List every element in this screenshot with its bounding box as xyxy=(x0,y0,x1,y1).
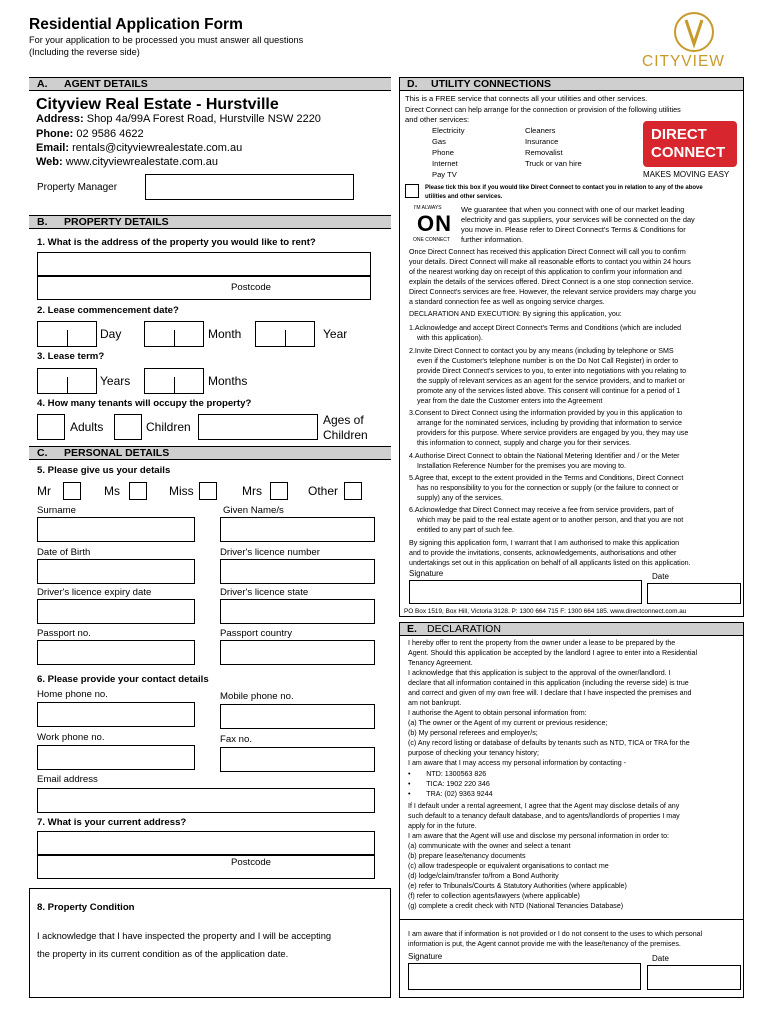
title-mr-label: Mr xyxy=(37,484,51,498)
dc-signature-label: Signature xyxy=(409,569,444,578)
decl2-line3: apply for in the future. xyxy=(408,822,477,830)
dc-item2-line6: year from the date the Customer enters into the Agreement xyxy=(417,397,603,405)
section-b-letter: B. xyxy=(37,216,48,228)
adults-count-field[interactable] xyxy=(37,414,65,440)
decl-signature-label: Signature xyxy=(408,952,443,961)
mobile-phone-label: Mobile phone no. xyxy=(220,691,294,702)
dc-item6-line2: which may be paid to the real estate agent or to another person, and that you are not xyxy=(417,516,684,524)
dc-item1-line2: with this application). xyxy=(417,334,483,342)
service-cleaners: Cleaners xyxy=(525,126,556,135)
decl-line1: I hereby offer to rent the property from the owner under a lease to be prepared by the xyxy=(408,639,676,647)
web-label: Web: xyxy=(36,156,63,168)
passport-country-field[interactable] xyxy=(220,640,375,665)
property-address-field[interactable] xyxy=(37,252,371,276)
dc-item5-line3: supply) any of the services. xyxy=(417,494,503,502)
dc-item6-line1: 6.Acknowledge that Direct Connect may receive a fee from service providers, part of xyxy=(409,506,674,514)
utility-intro-line1: This is a FREE service that connects all your utilities and other services. xyxy=(405,94,648,103)
signing-line1: By signing this application form, I warrant that I am authorised to make this application xyxy=(409,539,680,547)
lease-months-label: Months xyxy=(208,374,248,388)
question-3: 3. Lease term? xyxy=(37,351,105,362)
dc-item3-line1: 3.Consent to Direct Connect using the information provided by you in this application to xyxy=(409,409,683,417)
lease-day-field[interactable] xyxy=(37,321,97,347)
dc-logo-line1: DIRECT xyxy=(651,126,707,143)
current-postcode-label: Postcode xyxy=(231,857,272,868)
service-electricity: Electricity xyxy=(432,126,465,135)
address-label: Address: xyxy=(36,113,84,125)
lease-month-label: Month xyxy=(208,327,242,341)
decl2-line1: If I default under a rental agreement, I agree that the Agent may disclose details of any xyxy=(408,802,680,810)
always-on-bottom-text: ONE CONNECT xyxy=(413,237,450,243)
decl-line7: am not bankrupt. xyxy=(408,699,462,707)
agency-email xyxy=(36,143,242,154)
decl-final-line1: I am aware that if information is not provided or I do not consent to the uses to which personal xyxy=(408,930,703,938)
received-line5: Direct Connect's services are free. However, the relevant service providers may charge you xyxy=(409,288,696,296)
decl-bullet-tica-text: TICA: 1902 220 346 xyxy=(426,780,490,788)
dc-item4-line2: Installation Reference Number for the premises you are moving to. xyxy=(417,462,626,470)
decl-line4: I acknowledge that this application is subject to the approval of the owner/landlord. I xyxy=(408,669,671,677)
decl-bullet-tica: • TICA: 1902 220 346 xyxy=(408,780,490,788)
service-pay-tv: Pay TV xyxy=(432,170,457,179)
section-b-header xyxy=(29,215,391,229)
licence-state-label: Driver's licence state xyxy=(220,587,309,598)
dc-item4-line1: 4.Authorise Direct Connect to obtain the National Metering Identifier and / or the Meter xyxy=(409,452,680,460)
agency-phone xyxy=(36,129,144,140)
lease-day-label: Day xyxy=(100,327,122,341)
title-ms-checkbox[interactable] xyxy=(129,482,147,500)
decl-line5: declare that all information contained in this application (including the reverse side) is true xyxy=(408,679,689,687)
home-phone-field[interactable] xyxy=(37,702,195,727)
service-truck-hire: Truck or van hire xyxy=(525,159,582,168)
direct-connect-logo xyxy=(643,121,737,167)
work-phone-label: Work phone no. xyxy=(37,732,105,743)
title-miss-checkbox[interactable] xyxy=(199,482,217,500)
children-count-field[interactable] xyxy=(114,414,142,440)
received-line4: explain the details of the services offered. Direct Connect is a one stop connection service. xyxy=(409,278,694,286)
title-mrs-checkbox[interactable] xyxy=(270,482,288,500)
decl2-line7: (c) allow tradespeople or equivalent organisations to contact me xyxy=(408,862,609,870)
dc-logo-line2: CONNECT xyxy=(651,144,726,161)
current-postcode-field[interactable] xyxy=(37,855,375,879)
property-postcode-field[interactable] xyxy=(37,276,371,300)
received-line1: Once Direct Connect has received this application Direct Connect will call you to confirm xyxy=(409,248,686,256)
guarantee-line1: We guarantee that when you connect with one of our market leading xyxy=(461,205,685,214)
adults-label: Adults xyxy=(70,420,104,434)
dc-item2-line1: 2.Invite Direct Connect to contact you by any means (including by telephone or SMS xyxy=(409,347,674,355)
cityview-logo xyxy=(640,8,748,70)
decl-date-field[interactable] xyxy=(647,965,741,990)
section-d-header xyxy=(399,77,744,91)
section-e-heading: DECLARATION xyxy=(427,623,501,635)
section-d-letter: D. xyxy=(407,78,418,90)
lease-years-field[interactable] xyxy=(37,368,97,394)
dc-date-label: Date xyxy=(652,572,669,581)
title-ms-label: Ms xyxy=(104,484,120,498)
section-a-heading: AGENT DETAILS xyxy=(64,78,148,90)
section-c-heading: PERSONAL DETAILS xyxy=(64,447,170,459)
question-6: 6. Please provide your contact details xyxy=(37,674,209,685)
email-address-label: Email address xyxy=(37,774,98,785)
dc-item5-line2: has no responsibility to you for the connection or supply (or the failure to connect or xyxy=(417,484,679,492)
form-subtitle-line1: For your application to be processed you must answer all questions xyxy=(29,35,304,45)
title-miss-label: Miss xyxy=(169,484,194,498)
decl-bullet-tra-text: TRA: (02) 9363 9244 xyxy=(426,790,493,798)
dob-field[interactable] xyxy=(37,559,195,584)
property-manager-field[interactable] xyxy=(145,174,354,200)
property-postcode-label: Postcode xyxy=(231,282,272,293)
dc-item5-line1: 5.Agree that, except to the extent provided in the Terms and Conditions, Direct Connect xyxy=(409,474,684,482)
question-5: 5. Please give us your details xyxy=(37,465,171,476)
service-internet: Internet xyxy=(432,159,458,168)
always-on-logo xyxy=(411,206,457,246)
dc-item3-line3: providers for this purpose. Where service providers are engaged by you, they may use xyxy=(417,429,689,437)
title-mrs-label: Mrs xyxy=(242,484,262,498)
decl2-line5: (a) communicate with the owner and select a tenant xyxy=(408,842,571,850)
dc-item2-line3: provide Direct Connect's services to you, to enter into negotiations with you relating to xyxy=(417,367,687,375)
lease-years-label: Years xyxy=(100,374,131,388)
dc-item3-line4: this information to connect, supply and charge you for their services. xyxy=(417,439,632,447)
children-ages-field[interactable] xyxy=(198,414,318,440)
section-d-heading: UTILITY CONNECTIONS xyxy=(431,78,551,90)
licence-state-field[interactable] xyxy=(220,599,375,624)
decl-date-label: Date xyxy=(652,954,669,963)
section-e-header xyxy=(399,622,744,636)
agency-name: Cityview Real Estate - Hurstville xyxy=(36,96,279,113)
dc-item3-line2: arrange for the nominated services, including by providing that information to service xyxy=(417,419,682,427)
dc-tagline: MAKES MOVING EASY xyxy=(643,170,730,179)
children-label: Children xyxy=(146,420,191,434)
decl-line12: purpose of checking your tenancy history; xyxy=(408,749,539,757)
decl-final-line2: information is put, the Agent cannot provide me with the lease/tenancy of the premises. xyxy=(408,940,681,948)
email-label: Email: xyxy=(36,142,70,154)
fax-field[interactable] xyxy=(220,747,375,772)
dc-date-field[interactable] xyxy=(647,583,741,604)
lease-month-field[interactable] xyxy=(144,321,204,347)
passport-country-label: Passport country xyxy=(220,628,292,639)
decl-line3: Tenancy Agreement. xyxy=(408,659,473,667)
dc-footer: PO Box 1519, Box Hill, Victoria 3128. P: 1300 664 715 F: 1300 664 185. www.directconnect.com.au xyxy=(404,608,687,615)
guarantee-line3: you move in. Please refer to Direct Connect's Terms & Conditions for xyxy=(461,225,686,234)
ages-of-label: Ages of xyxy=(323,413,364,427)
decl2-line4: I am aware that the Agent will use and disclose my personal information in order to: xyxy=(408,832,670,840)
signing-line2: and to provide the invitations, consents, acknowledgements, authorisations and other xyxy=(409,549,677,557)
signing-line3: undertakings set out in this application on behalf of all applicants listed on this application. xyxy=(409,559,691,567)
question-7: 7. What is your current address? xyxy=(37,817,187,828)
decl-line6: and correct and given of my own free will. I declare that I have inspected the premises and xyxy=(408,689,692,697)
lease-year-field[interactable] xyxy=(255,321,315,347)
fax-label: Fax no. xyxy=(220,734,252,745)
received-line3: of the nearest working day on receipt of this application to confirm your information and xyxy=(409,268,682,276)
licence-number-field[interactable] xyxy=(220,559,375,584)
passport-number-field[interactable] xyxy=(37,640,195,665)
service-insurance: Insurance xyxy=(525,137,559,146)
received-line2: your details. Direct Connect will make all reasonable efforts to contact you within 24 hours xyxy=(409,258,691,266)
declaration-execution-heading: DECLARATION AND EXECUTION: By signing this application, you: xyxy=(409,310,622,318)
given-names-field[interactable] xyxy=(220,517,375,542)
service-phone: Phone xyxy=(432,148,454,157)
work-phone-field[interactable] xyxy=(37,745,195,770)
web-value: www.cityviewrealestate.com.au xyxy=(65,156,218,168)
utility-intro-line3: and other services: xyxy=(405,115,470,124)
section-e-letter: E. xyxy=(407,623,417,635)
service-gas: Gas xyxy=(432,137,446,146)
decl2-line9: (e) refer to Tribunals/Courts & Statutory Authorities (where applicable) xyxy=(408,882,627,890)
property-manager-label: Property Manager xyxy=(37,182,118,193)
utility-intro-line2: Direct Connect can help arrange for the connection or provision of the following utilities xyxy=(405,105,681,114)
decl2-line6: (b) prepare lease/tenancy documents xyxy=(408,852,526,860)
agency-web xyxy=(36,157,218,168)
dob-label: Date of Birth xyxy=(37,547,91,558)
decl-bullet-tra: • TRA: (02) 9363 9244 xyxy=(408,790,493,798)
section-c-letter: C. xyxy=(37,447,48,459)
licence-expiry-field[interactable] xyxy=(37,599,195,624)
home-phone-label: Home phone no. xyxy=(37,689,108,700)
passport-number-label: Passport no. xyxy=(37,628,91,639)
dc-signature-field[interactable] xyxy=(409,580,642,604)
dc-item1-line1: 1.Acknowledge and accept Direct Connect's Terms and Conditions (which are included xyxy=(409,324,682,332)
decl-line8: I authorise the Agent to obtain personal information from: xyxy=(408,709,587,717)
received-line6: a standard connection fee as well as ongoing service charges. xyxy=(409,298,605,306)
email-value: rentals@cityviewrealestate.com.au xyxy=(72,142,243,154)
decl-line9: (a) The owner or the Agent of my current or previous residence; xyxy=(408,719,608,727)
ages-children-label: Children xyxy=(323,428,368,442)
licence-expiry-label: Driver's licence expiry date xyxy=(37,587,152,598)
condition-text-line2: the property in its current condition as of the application date. xyxy=(37,949,289,959)
section-c-header xyxy=(29,446,391,460)
given-names-label: Given Name/s xyxy=(223,505,284,516)
decl2-line10: (f) refer to collection agents/lawyers (where applicable) xyxy=(408,892,580,900)
surname-label: Surname xyxy=(37,505,76,516)
decl-signature-field[interactable] xyxy=(408,963,641,990)
question-2: 2. Lease commencement date? xyxy=(37,305,179,316)
dc-item6-line3: entitled to any part of such fee. xyxy=(417,526,515,534)
decl-divider xyxy=(399,919,744,920)
decl-bullet-ntd: • NTD: 1300563 826 xyxy=(408,770,487,778)
section-a-header xyxy=(29,77,391,91)
current-address-field[interactable] xyxy=(37,831,375,855)
dc-item2-line5: promote any of the services listed above. This consent will continue for a period of 1 xyxy=(417,387,681,395)
title-other-label: Other xyxy=(308,484,339,498)
section-a-letter: A. xyxy=(37,78,48,90)
dc-item2-line4: the supply of relevant services as an agent for the service providers, and to market or xyxy=(417,377,685,385)
cityview-logo-text: CITYVIEW xyxy=(642,53,725,70)
always-on-word: ON xyxy=(417,211,452,236)
question-1: 1. What is the address of the property you would like to rent? xyxy=(37,237,316,248)
phone-label: Phone: xyxy=(36,128,74,140)
service-removalist: Removalist xyxy=(525,148,563,157)
mobile-phone-field[interactable] xyxy=(220,704,375,729)
condition-text-line1: I acknowledge that I have inspected the property and I will be accepting xyxy=(37,931,332,941)
question-4: 4. How many tenants will occupy the property? xyxy=(37,398,252,409)
decl2-line2: such default to a tenancy default database, and to agents/landlords of properties I may xyxy=(408,812,680,820)
surname-field[interactable] xyxy=(37,517,195,542)
address-value: Shop 4a/99A Forest Road, Hurstville NSW 2220 xyxy=(86,113,321,125)
agency-address xyxy=(36,114,321,125)
lease-months-field[interactable] xyxy=(144,368,204,394)
utility-contact-checkbox[interactable] xyxy=(405,184,419,198)
decl2-line11: (g) complete a credit check with NTD (National Tenancies Database) xyxy=(408,902,624,910)
lease-year-label: Year xyxy=(323,327,348,341)
licence-number-label: Driver's licence number xyxy=(220,547,320,558)
phone-value: 02 9586 4622 xyxy=(76,128,144,140)
guarantee-line2: electricity and gas suppliers, your services will be connected on the day xyxy=(461,215,695,224)
form-title: Residential Application Form xyxy=(29,16,243,33)
title-mr-checkbox[interactable] xyxy=(63,482,81,500)
decl-line2: Agent. Should this application be accepted by the landlord I agree to enter into a Residential xyxy=(408,649,698,657)
decl-line11: (c) Any record listing or database of defaults by tenants such as NTD, TICA or TRA for the xyxy=(408,739,690,747)
decl-line10: (b) My personal referees and employer/s; xyxy=(408,729,538,737)
decl2-line8: (d) lodge/claim/transfer to/from a Bond Authority xyxy=(408,872,559,880)
title-other-checkbox[interactable] xyxy=(344,482,362,500)
section-b-heading: PROPERTY DETAILS xyxy=(64,216,169,228)
form-subtitle-line2: (Including the reverse side) xyxy=(29,47,140,57)
always-on-top-text: I'M ALWAYS xyxy=(414,205,442,211)
guarantee-line4: further information. xyxy=(461,235,524,244)
tick-text-line2: utilities and other services. xyxy=(425,194,503,200)
email-address-field[interactable] xyxy=(37,788,375,813)
decl-bullet-ntd-text: NTD: 1300563 826 xyxy=(426,770,487,778)
dc-item2-line2: even if the Customer's telephone number is on the Do Not Call Register) in order to xyxy=(417,357,679,365)
question-8: 8. Property Condition xyxy=(37,902,135,913)
tick-text-line1: Please tick this box if you would like Direct Connect to contact you in relation to any of the above xyxy=(425,185,703,191)
decl-line13: I am aware that I may access my personal information by contacting - xyxy=(408,759,627,767)
cityview-logo-mark-icon xyxy=(640,8,748,52)
